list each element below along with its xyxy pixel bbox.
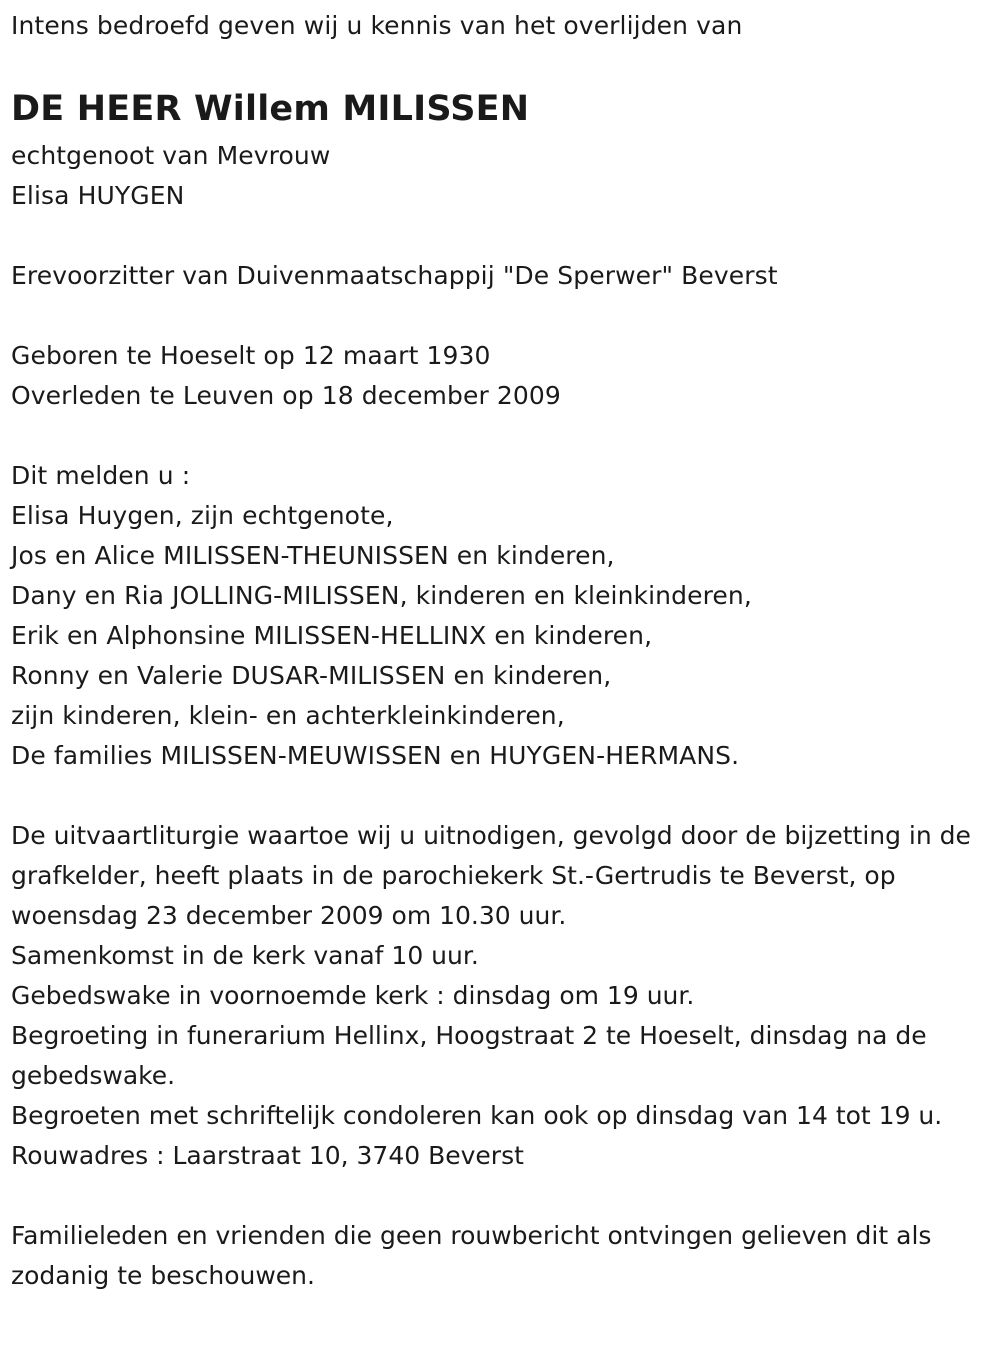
spacer — [11, 296, 993, 336]
birth-info: Geboren te Hoeselt op 12 maart 1930 — [11, 341, 491, 370]
mourning-address: Rouwadres : Laarstraat 10, 3740 Beverst — [11, 1141, 524, 1170]
spacer — [11, 776, 993, 816]
closing-text: Familieleden en vrienden die geen rouwbericht ontvingen gelieven dit als zodanig te beschouwen. — [11, 1221, 932, 1290]
announcer-line: zijn kinderen, klein- en achterkleinkinderen, — [11, 701, 565, 730]
announcer-line: Jos en Alice MILISSEN-THEUNISSEN en kinderen, — [11, 541, 615, 570]
death-info: Overleden te Leuven op 18 december 2009 — [11, 381, 561, 410]
deceased-name-heading: DE HEER Willem MILISSEN — [11, 89, 530, 129]
announcer-line: Ronny en Valerie DUSAR-MILISSEN en kinderen, — [11, 661, 612, 690]
vigil-text: Gebedswake in voornoemde kerk : dinsdag om 19 uur. — [11, 981, 695, 1010]
announcers-intro: Dit melden u : — [11, 461, 191, 490]
funeral-liturgy-text: De uitvaartliturgie waartoe wij u uitnodigen, gevolgd door de bijzetting in de grafkelder, heeft plaats in de parochiekerk St.-Gertrudis te Beverst, op woensdag 23 december 2009 om 10.30 uur. — [11, 821, 971, 930]
obituary-notice — [11, 6, 993, 1296]
announcer-line: Erik en Alphonsine MILISSEN-HELLINX en kinderen, — [11, 621, 653, 650]
greeting-text: Begroeting in funerarium Hellinx, Hoogstraat 2 te Hoeselt, dinsdag na de gebedswake. — [11, 1021, 927, 1090]
spouse-line-2: Elisa HUYGEN — [11, 181, 185, 210]
spacer — [11, 216, 993, 256]
honorary-title: Erevoorzitter van Duivenmaatschappij "De Sperwer" Beverst — [11, 261, 778, 290]
gathering-text: Samenkomst in de kerk vanaf 10 uur. — [11, 941, 479, 970]
announcer-line: De families MILISSEN-MEUWISSEN en HUYGEN-HERMANS. — [11, 741, 740, 770]
spacer — [11, 46, 993, 82]
spouse-line-1: echtgenoot van Mevrouw — [11, 141, 331, 170]
condolence-text: Begroeten met schriftelijk condoleren kan ook op dinsdag van 14 tot 19 u. — [11, 1101, 943, 1130]
announcer-line: Dany en Ria JOLLING-MILISSEN, kinderen en kleinkinderen, — [11, 581, 752, 610]
intro-text: Intens bedroefd geven wij u kennis van het overlijden van — [11, 11, 743, 40]
announcer-line: Elisa Huygen, zijn echtgenote, — [11, 501, 394, 530]
spacer — [11, 416, 993, 456]
spacer — [11, 1176, 993, 1216]
